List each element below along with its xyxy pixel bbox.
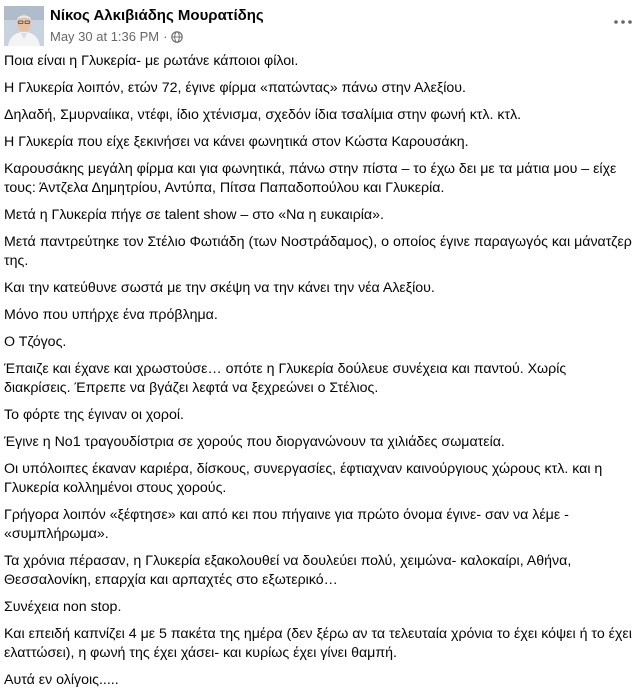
globe-icon[interactable] — [171, 31, 183, 43]
post-paragraph: Αυτά εν ολίγοις..... — [4, 672, 119, 688]
more-options-icon[interactable] — [611, 10, 635, 34]
post-paragraph: Ο Τζόγος. — [4, 334, 67, 350]
post-paragraph: Το φόρτε της έγιναν οι χοροί. — [4, 407, 184, 423]
author-name[interactable]: Νίκος Αλκιβιάδης Μουρατίδης — [50, 7, 264, 24]
post-paragraph: Μετά η Γλυκερία πήγε σε talent show – στο «Να η ευκαιρία». — [4, 207, 384, 223]
post-paragraph: Μόνο που υπήρχε ένα πρόβλημα. — [4, 307, 218, 323]
post-body — [4, 52, 635, 698]
post-paragraph: Γρήγορα λοιπόν «ξέφτησε» και από κει που πήγαινε για πρώτο όνομα έγινε- σαν να λέμε - «συμπλήρωμα». — [4, 507, 569, 542]
meta-separator: · — [163, 29, 168, 44]
post-timestamp[interactable]: May 30 at 1:36 PM — [50, 29, 160, 44]
post-paragraph: Οι υπόλοιπες έκαναν καριέρα, δίσκους, συνεργασίες, έφτιαχναν καινούργιους χώρους κτλ. και η Γλυκερία κολλημένοι στους χορούς. — [4, 461, 603, 496]
post-paragraph: Η Γλυκερία που είχε ξεκινήσει να κάνει φωνητικά στον Κώστα Καρουσάκη. — [4, 134, 469, 150]
post-paragraph: Τα χρόνια πέρασαν, η Γλυκερία εξακολουθεί να δουλεύει πολύ, χειμώνα- καλοκαίρι, Αθήνα, Θεσσαλονίκη, επαρχία και αρπαχτές στο εξωτερικό… — [4, 553, 572, 588]
post-paragraph: Δηλαδή, Σμυρναίικα, ντέφι, ίδιο χτένισμα, σχεδόν ίδια τσαλίμια στην φωνή κτλ. κτλ. — [4, 107, 522, 123]
post-paragraph: Η Γλυκερία λοιπόν, ετών 72, έγινε φίρμα «πατώντας» πάνω στην Αλεξίου. — [4, 80, 466, 96]
avatar-image — [4, 6, 44, 46]
post-paragraph: Συνέχεια non stop. — [4, 599, 122, 615]
post-meta — [50, 29, 183, 44]
post-paragraph: Και την κατεύθυνε σωστά με την σκέψη να την κάνει την νέα Αλεξίου. — [4, 280, 435, 296]
avatar[interactable] — [4, 6, 44, 46]
post-header — [4, 4, 643, 48]
post-paragraph: Και επειδή καπνίζει 4 με 5 πακέτα της ημέρα (δεν ξέρω αν τα τελευταία χρόνια το έχει κόψει ή το έχει ελαττώσει), η φωνή της έχει χάσει- και κυρίως έχει γίνει θαμπή. — [4, 626, 632, 661]
post-paragraph: Έπαιζε και έχανε και χρωστούσε… οπότε η Γλυκερία δούλευε συνέχεια και παντού. Χωρίς διακρίσεις. Έπρεπε να βγάζει λεφτά να ξεχρεώνει ο Στέλιος. — [4, 361, 567, 396]
post-paragraph: Ποια είναι η Γλυκερία- με ρωτάνε κάποιοι φίλοι. — [4, 53, 299, 69]
post-paragraph: Έγινε η Νο1 τραγουδίστρια σε χορούς που διοργανώνουν τα χιλιάδες σωματεία. — [4, 434, 505, 450]
post-paragraph: Καρουσάκης μεγάλη φίρμα και για φωνητικά, πάνω στην πίστα – το έχω δει με τα μάτια μου – είχε τους: Άντζελα Δημητρίου, Αντύπα, Πίτσα Παπαδοπούλου και Γλυκερία. — [4, 161, 617, 196]
post-paragraph: Μετά παντρεύτηκε τον Στέλιο Φωτιάδη (των Νοστράδαμος), ο οποίος έγινε παραγωγός και μάνατζερ της. — [4, 234, 632, 269]
